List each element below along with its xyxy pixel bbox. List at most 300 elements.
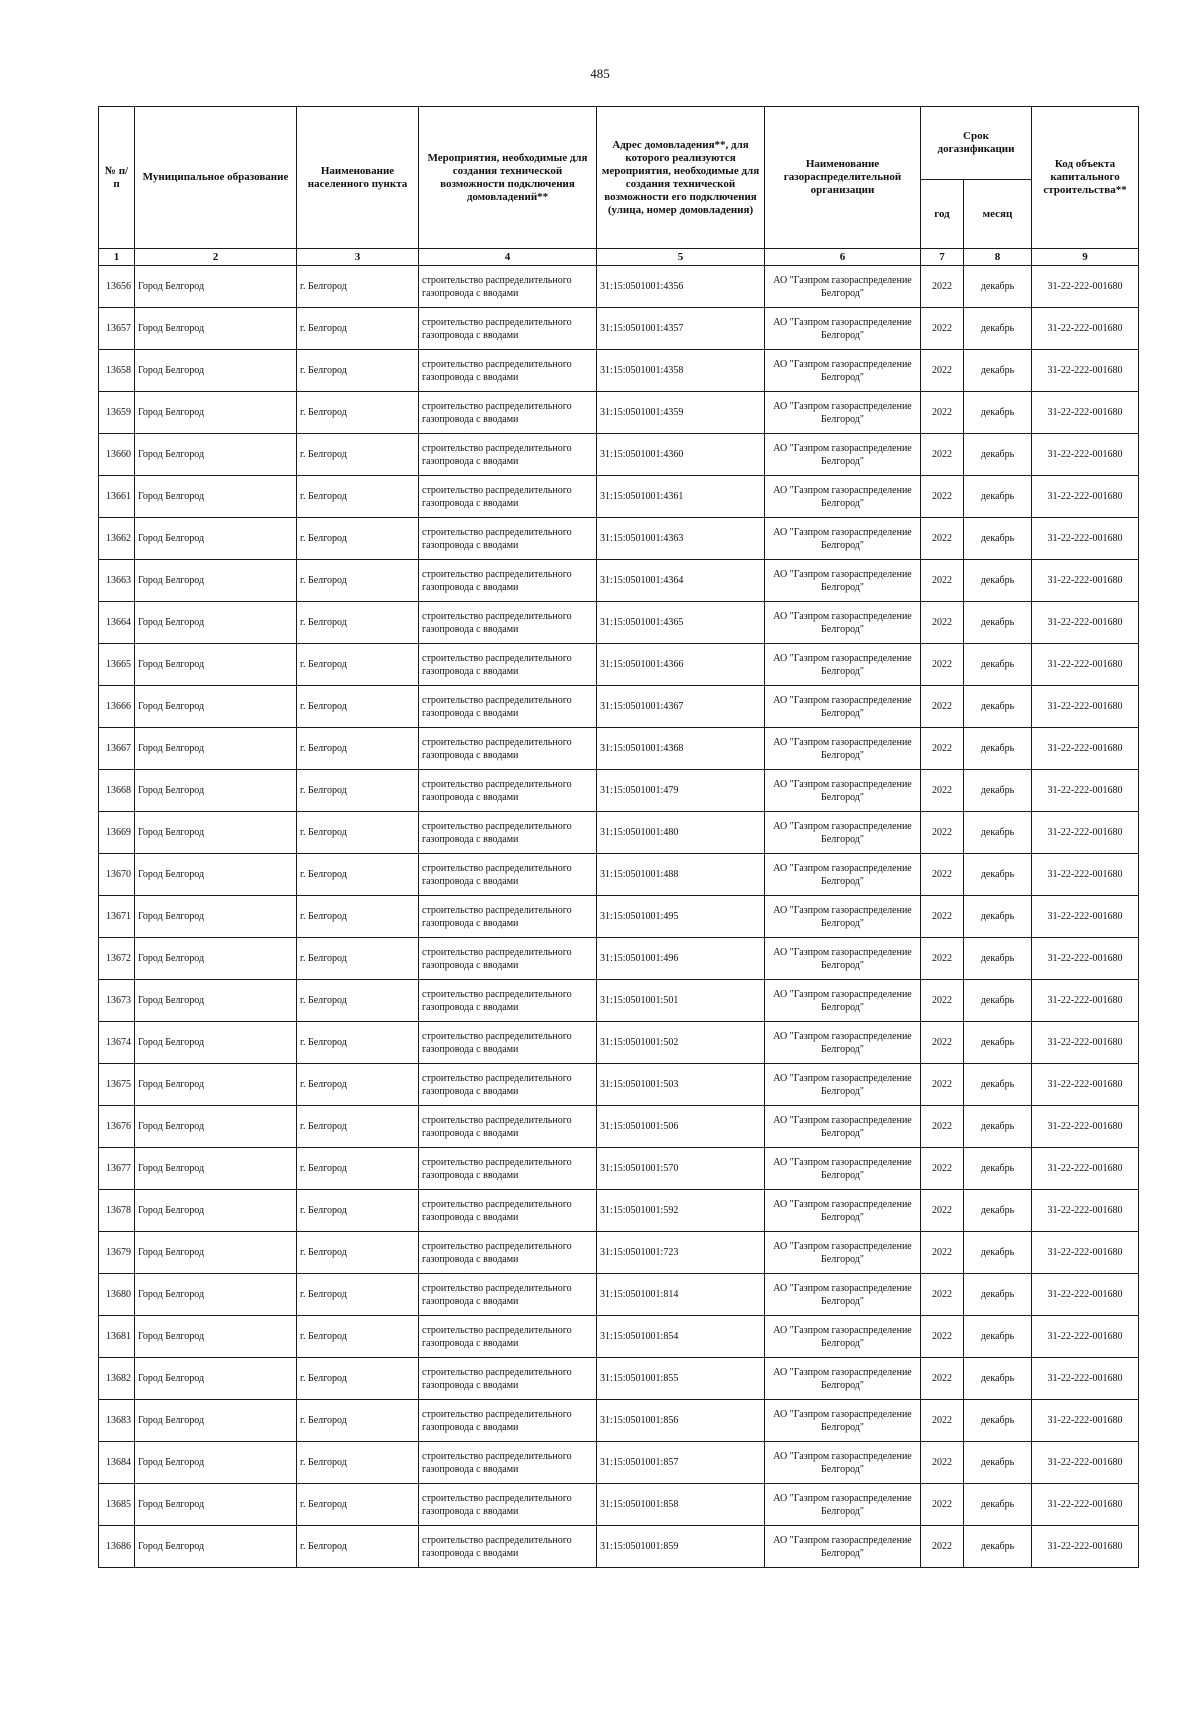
month-cell: декабрь (964, 350, 1032, 392)
year-cell: 2022 (921, 686, 964, 728)
object-code-cell: 31-22-222-001680 (1032, 770, 1139, 812)
object-code-cell: 31-22-222-001680 (1032, 1526, 1139, 1568)
municipality-cell: Город Белгород (135, 812, 297, 854)
column-number-row (99, 249, 1139, 266)
address-cell: 31:15:0501001:502 (597, 1022, 765, 1064)
measure-cell: строительство распределительного газопровода с вводами (419, 1148, 597, 1190)
year-cell: 2022 (921, 812, 964, 854)
table-row (99, 518, 1139, 560)
month-cell: декабрь (964, 476, 1032, 518)
column-number: 5 (597, 249, 765, 266)
year-cell: 2022 (921, 1106, 964, 1148)
measure-cell: строительство распределительного газопровода с вводами (419, 518, 597, 560)
locality-cell: г. Белгород (297, 602, 419, 644)
month-cell: декабрь (964, 1526, 1032, 1568)
year-cell: 2022 (921, 602, 964, 644)
month-cell: декабрь (964, 1358, 1032, 1400)
object-code-cell: 31-22-222-001680 (1032, 812, 1139, 854)
table-row (99, 938, 1139, 980)
year-cell: 2022 (921, 980, 964, 1022)
month-cell: декабрь (964, 644, 1032, 686)
locality-cell: г. Белгород (297, 308, 419, 350)
object-code-cell: 31-22-222-001680 (1032, 980, 1139, 1022)
address-cell: 31:15:0501001:503 (597, 1064, 765, 1106)
gas-org-cell: АО "Газпром газораспределение Белгород" (765, 308, 921, 350)
locality-cell: г. Белгород (297, 476, 419, 518)
object-code-cell: 31-22-222-001680 (1032, 1400, 1139, 1442)
row-number-cell: 13667 (99, 728, 135, 770)
address-cell: 31:15:0501001:4363 (597, 518, 765, 560)
month-cell: декабрь (964, 1484, 1032, 1526)
table-row (99, 1526, 1139, 1568)
measure-cell: строительство распределительного газопровода с вводами (419, 938, 597, 980)
object-code-cell: 31-22-222-001680 (1032, 1190, 1139, 1232)
locality-cell: г. Белгород (297, 1526, 419, 1568)
municipality-cell: Город Белгород (135, 1190, 297, 1232)
municipality-cell: Город Белгород (135, 854, 297, 896)
object-code-cell: 31-22-222-001680 (1032, 1022, 1139, 1064)
table-row (99, 812, 1139, 854)
month-cell: декабрь (964, 812, 1032, 854)
locality-cell: г. Белгород (297, 1316, 419, 1358)
header-month: месяц (964, 180, 1032, 249)
month-cell: декабрь (964, 938, 1032, 980)
table-row (99, 602, 1139, 644)
month-cell: декабрь (964, 770, 1032, 812)
gas-org-cell: АО "Газпром газораспределение Белгород" (765, 1274, 921, 1316)
municipality-cell: Город Белгород (135, 770, 297, 812)
row-number-cell: 13658 (99, 350, 135, 392)
year-cell: 2022 (921, 1358, 964, 1400)
year-cell: 2022 (921, 1190, 964, 1232)
municipality-cell: Город Белгород (135, 896, 297, 938)
header-measures: Мероприятия, необходимые для создания технической возможности подключения домовладений** (419, 107, 597, 249)
object-code-cell: 31-22-222-001680 (1032, 1358, 1139, 1400)
column-number: 3 (297, 249, 419, 266)
gas-org-cell: АО "Газпром газораспределение Белгород" (765, 560, 921, 602)
year-cell: 2022 (921, 392, 964, 434)
object-code-cell: 31-22-222-001680 (1032, 1232, 1139, 1274)
locality-cell: г. Белгород (297, 1400, 419, 1442)
month-cell: декабрь (964, 308, 1032, 350)
measure-cell: строительство распределительного газопровода с вводами (419, 308, 597, 350)
object-code-cell: 31-22-222-001680 (1032, 560, 1139, 602)
measure-cell: строительство распределительного газопровода с вводами (419, 560, 597, 602)
locality-cell: г. Белгород (297, 728, 419, 770)
locality-cell: г. Белгород (297, 1106, 419, 1148)
gas-org-cell: АО "Газпром газораспределение Белгород" (765, 434, 921, 476)
locality-cell: г. Белгород (297, 1064, 419, 1106)
measure-cell: строительство распределительного газопровода с вводами (419, 980, 597, 1022)
address-cell: 31:15:0501001:4367 (597, 686, 765, 728)
measure-cell: строительство распределительного газопровода с вводами (419, 1400, 597, 1442)
measure-cell: строительство распределительного газопровода с вводами (419, 266, 597, 308)
gas-org-cell: АО "Газпром газораспределение Белгород" (765, 1064, 921, 1106)
month-cell: декабрь (964, 518, 1032, 560)
gas-org-cell: АО "Газпром газораспределение Белгород" (765, 1106, 921, 1148)
row-number-cell: 13666 (99, 686, 135, 728)
gas-org-cell: АО "Газпром газораспределение Белгород" (765, 1358, 921, 1400)
year-cell: 2022 (921, 1064, 964, 1106)
column-number: 2 (135, 249, 297, 266)
gas-org-cell: АО "Газпром газораспределение Белгород" (765, 1022, 921, 1064)
object-code-cell: 31-22-222-001680 (1032, 518, 1139, 560)
row-number-cell: 13676 (99, 1106, 135, 1148)
object-code-cell: 31-22-222-001680 (1032, 1064, 1139, 1106)
municipality-cell: Город Белгород (135, 308, 297, 350)
measure-cell: строительство распределительного газопровода с вводами (419, 854, 597, 896)
object-code-cell: 31-22-222-001680 (1032, 266, 1139, 308)
measure-cell: строительство распределительного газопровода с вводами (419, 1484, 597, 1526)
address-cell: 31:15:0501001:854 (597, 1316, 765, 1358)
gas-org-cell: АО "Газпром газораспределение Белгород" (765, 938, 921, 980)
gas-org-cell: АО "Газпром газораспределение Белгород" (765, 980, 921, 1022)
table-row (99, 1316, 1139, 1358)
month-cell: декабрь (964, 1442, 1032, 1484)
measure-cell: строительство распределительного газопровода с вводами (419, 1526, 597, 1568)
header-gas-org: Наименование газораспределительной организации (765, 107, 921, 249)
object-code-cell: 31-22-222-001680 (1032, 308, 1139, 350)
year-cell: 2022 (921, 434, 964, 476)
object-code-cell: 31-22-222-001680 (1032, 686, 1139, 728)
month-cell: декабрь (964, 1400, 1032, 1442)
municipality-cell: Город Белгород (135, 1358, 297, 1400)
month-cell: декабрь (964, 686, 1032, 728)
address-cell: 31:15:0501001:4364 (597, 560, 765, 602)
object-code-cell: 31-22-222-001680 (1032, 392, 1139, 434)
row-number-cell: 13682 (99, 1358, 135, 1400)
page-number: 485 (590, 66, 610, 81)
measure-cell: строительство распределительного газопровода с вводами (419, 392, 597, 434)
municipality-cell: Город Белгород (135, 266, 297, 308)
measure-cell: строительство распределительного газопровода с вводами (419, 1358, 597, 1400)
column-number: 8 (964, 249, 1032, 266)
object-code-cell: 31-22-222-001680 (1032, 1484, 1139, 1526)
table-row (99, 1484, 1139, 1526)
gas-org-cell: АО "Газпром газораспределение Белгород" (765, 392, 921, 434)
locality-cell: г. Белгород (297, 812, 419, 854)
row-number-cell: 13668 (99, 770, 135, 812)
table-row (99, 392, 1139, 434)
object-code-cell: 31-22-222-001680 (1032, 644, 1139, 686)
locality-cell: г. Белгород (297, 392, 419, 434)
row-number-cell: 13684 (99, 1442, 135, 1484)
row-number-cell: 13678 (99, 1190, 135, 1232)
address-cell: 31:15:0501001:723 (597, 1232, 765, 1274)
gas-org-cell: АО "Газпром газораспределение Белгород" (765, 686, 921, 728)
row-number-cell: 13683 (99, 1400, 135, 1442)
address-cell: 31:15:0501001:4357 (597, 308, 765, 350)
year-cell: 2022 (921, 644, 964, 686)
table-row (99, 980, 1139, 1022)
locality-cell: г. Белгород (297, 1484, 419, 1526)
address-cell: 31:15:0501001:488 (597, 854, 765, 896)
object-code-cell: 31-22-222-001680 (1032, 1316, 1139, 1358)
row-number-cell: 13674 (99, 1022, 135, 1064)
municipality-cell: Город Белгород (135, 644, 297, 686)
month-cell: декабрь (964, 1316, 1032, 1358)
year-cell: 2022 (921, 938, 964, 980)
object-code-cell: 31-22-222-001680 (1032, 1274, 1139, 1316)
year-cell: 2022 (921, 1274, 964, 1316)
column-number: 7 (921, 249, 964, 266)
municipality-cell: Город Белгород (135, 350, 297, 392)
table-row (99, 644, 1139, 686)
year-cell: 2022 (921, 560, 964, 602)
municipality-cell: Город Белгород (135, 518, 297, 560)
year-cell: 2022 (921, 728, 964, 770)
month-cell: декабрь (964, 434, 1032, 476)
locality-cell: г. Белгород (297, 1358, 419, 1400)
year-cell: 2022 (921, 1442, 964, 1484)
address-cell: 31:15:0501001:496 (597, 938, 765, 980)
locality-cell: г. Белгород (297, 266, 419, 308)
row-number-cell: 13679 (99, 1232, 135, 1274)
address-cell: 31:15:0501001:592 (597, 1190, 765, 1232)
header-object-code: Код объекта капитального строительства** (1032, 107, 1139, 249)
month-cell: декабрь (964, 560, 1032, 602)
month-cell: декабрь (964, 1190, 1032, 1232)
object-code-cell: 31-22-222-001680 (1032, 1106, 1139, 1148)
address-cell: 31:15:0501001:4368 (597, 728, 765, 770)
locality-cell: г. Белгород (297, 1232, 419, 1274)
year-cell: 2022 (921, 896, 964, 938)
row-number-cell: 13671 (99, 896, 135, 938)
address-cell: 31:15:0501001:4365 (597, 602, 765, 644)
address-cell: 31:15:0501001:856 (597, 1400, 765, 1442)
gas-org-cell: АО "Газпром газораспределение Белгород" (765, 476, 921, 518)
gas-org-cell: АО "Газпром газораспределение Белгород" (765, 602, 921, 644)
table-row (99, 1106, 1139, 1148)
gas-org-cell: АО "Газпром газораспределение Белгород" (765, 1190, 921, 1232)
locality-cell: г. Белгород (297, 350, 419, 392)
address-cell: 31:15:0501001:4366 (597, 644, 765, 686)
gas-org-cell: АО "Газпром газораспределение Белгород" (765, 854, 921, 896)
address-cell: 31:15:0501001:4356 (597, 266, 765, 308)
address-cell: 31:15:0501001:501 (597, 980, 765, 1022)
table-row (99, 770, 1139, 812)
table-row (99, 854, 1139, 896)
table-row (99, 1274, 1139, 1316)
municipality-cell: Город Белгород (135, 1526, 297, 1568)
table-row (99, 308, 1139, 350)
row-number-cell: 13681 (99, 1316, 135, 1358)
row-number-cell: 13661 (99, 476, 135, 518)
gas-org-cell: АО "Газпром газораспределение Белгород" (765, 1148, 921, 1190)
measure-cell: строительство распределительного газопровода с вводами (419, 1316, 597, 1358)
object-code-cell: 31-22-222-001680 (1032, 602, 1139, 644)
month-cell: декабрь (964, 602, 1032, 644)
table-body (99, 266, 1139, 1568)
measure-cell: строительство распределительного газопровода с вводами (419, 350, 597, 392)
municipality-cell: Город Белгород (135, 434, 297, 476)
municipality-cell: Город Белгород (135, 1316, 297, 1358)
gas-org-cell: АО "Газпром газораспределение Белгород" (765, 1316, 921, 1358)
table-row (99, 1358, 1139, 1400)
row-number-cell: 13685 (99, 1484, 135, 1526)
row-number-cell: 13656 (99, 266, 135, 308)
object-code-cell: 31-22-222-001680 (1032, 1148, 1139, 1190)
year-cell: 2022 (921, 266, 964, 308)
object-code-cell: 31-22-222-001680 (1032, 728, 1139, 770)
table-row (99, 896, 1139, 938)
gas-org-cell: АО "Газпром газораспределение Белгород" (765, 728, 921, 770)
month-cell: декабрь (964, 1232, 1032, 1274)
year-cell: 2022 (921, 518, 964, 560)
object-code-cell: 31-22-222-001680 (1032, 476, 1139, 518)
measure-cell: строительство распределительного газопровода с вводами (419, 896, 597, 938)
row-number-cell: 13659 (99, 392, 135, 434)
gas-org-cell: АО "Газпром газораспределение Белгород" (765, 518, 921, 560)
locality-cell: г. Белгород (297, 1274, 419, 1316)
measure-cell: строительство распределительного газопровода с вводами (419, 812, 597, 854)
gas-org-cell: АО "Газпром газораспределение Белгород" (765, 266, 921, 308)
header-deadline: Срок догазификации (921, 107, 1032, 180)
month-cell: декабрь (964, 392, 1032, 434)
locality-cell: г. Белгород (297, 980, 419, 1022)
row-number-cell: 13672 (99, 938, 135, 980)
locality-cell: г. Белгород (297, 896, 419, 938)
locality-cell: г. Белгород (297, 644, 419, 686)
measure-cell: строительство распределительного газопровода с вводами (419, 1106, 597, 1148)
municipality-cell: Город Белгород (135, 1400, 297, 1442)
row-number-cell: 13663 (99, 560, 135, 602)
measure-cell: строительство распределительного газопровода с вводами (419, 1232, 597, 1274)
month-cell: декабрь (964, 266, 1032, 308)
gas-org-cell: АО "Газпром газораспределение Белгород" (765, 350, 921, 392)
municipality-cell: Город Белгород (135, 602, 297, 644)
address-cell: 31:15:0501001:495 (597, 896, 765, 938)
year-cell: 2022 (921, 1022, 964, 1064)
month-cell: декабрь (964, 1106, 1032, 1148)
gas-org-cell: АО "Газпром газораспределение Белгород" (765, 1484, 921, 1526)
measure-cell: строительство распределительного газопровода с вводами (419, 476, 597, 518)
address-cell: 31:15:0501001:4358 (597, 350, 765, 392)
measure-cell: строительство распределительного газопровода с вводами (419, 1190, 597, 1232)
address-cell: 31:15:0501001:855 (597, 1358, 765, 1400)
table-row (99, 686, 1139, 728)
gas-org-cell: АО "Газпром газораспределение Белгород" (765, 770, 921, 812)
year-cell: 2022 (921, 1316, 964, 1358)
gasification-table (98, 106, 1139, 1568)
gas-org-cell: АО "Газпром газораспределение Белгород" (765, 1232, 921, 1274)
locality-cell: г. Белгород (297, 434, 419, 476)
address-cell: 31:15:0501001:4360 (597, 434, 765, 476)
address-cell: 31:15:0501001:814 (597, 1274, 765, 1316)
measure-cell: строительство распределительного газопровода с вводами (419, 770, 597, 812)
object-code-cell: 31-22-222-001680 (1032, 350, 1139, 392)
table-row (99, 434, 1139, 476)
locality-cell: г. Белгород (297, 560, 419, 602)
table-row (99, 1148, 1139, 1190)
municipality-cell: Город Белгород (135, 728, 297, 770)
column-number: 4 (419, 249, 597, 266)
measure-cell: строительство распределительного газопровода с вводами (419, 1442, 597, 1484)
measure-cell: строительство распределительного газопровода с вводами (419, 728, 597, 770)
object-code-cell: 31-22-222-001680 (1032, 434, 1139, 476)
address-cell: 31:15:0501001:4361 (597, 476, 765, 518)
header-municipality: Муниципальное образование (135, 107, 297, 249)
municipality-cell: Город Белгород (135, 476, 297, 518)
row-number-cell: 13675 (99, 1064, 135, 1106)
table-row (99, 476, 1139, 518)
column-number: 1 (99, 249, 135, 266)
month-cell: декабрь (964, 896, 1032, 938)
measure-cell: строительство распределительного газопровода с вводами (419, 602, 597, 644)
address-cell: 31:15:0501001:570 (597, 1148, 765, 1190)
month-cell: декабрь (964, 1274, 1032, 1316)
table-row (99, 1064, 1139, 1106)
locality-cell: г. Белгород (297, 1022, 419, 1064)
municipality-cell: Город Белгород (135, 392, 297, 434)
locality-cell: г. Белгород (297, 938, 419, 980)
table-row (99, 560, 1139, 602)
row-number-cell: 13680 (99, 1274, 135, 1316)
header-num: № п/п (99, 107, 135, 249)
gas-org-cell: АО "Газпром газораспределение Белгород" (765, 1442, 921, 1484)
measure-cell: строительство распределительного газопровода с вводами (419, 644, 597, 686)
locality-cell: г. Белгород (297, 518, 419, 560)
row-number-cell: 13665 (99, 644, 135, 686)
locality-cell: г. Белгород (297, 686, 419, 728)
table-row (99, 1400, 1139, 1442)
column-number: 9 (1032, 249, 1139, 266)
row-number-cell: 13662 (99, 518, 135, 560)
municipality-cell: Город Белгород (135, 1022, 297, 1064)
locality-cell: г. Белгород (297, 1148, 419, 1190)
gas-org-cell: АО "Газпром газораспределение Белгород" (765, 896, 921, 938)
municipality-cell: Город Белгород (135, 1484, 297, 1526)
column-number: 6 (765, 249, 921, 266)
year-cell: 2022 (921, 308, 964, 350)
month-cell: декабрь (964, 1148, 1032, 1190)
header-year: год (921, 180, 964, 249)
table-row (99, 1190, 1139, 1232)
municipality-cell: Город Белгород (135, 1064, 297, 1106)
address-cell: 31:15:0501001:479 (597, 770, 765, 812)
table-row (99, 266, 1139, 308)
address-cell: 31:15:0501001:857 (597, 1442, 765, 1484)
row-number-cell: 13673 (99, 980, 135, 1022)
table-row (99, 1442, 1139, 1484)
object-code-cell: 31-22-222-001680 (1032, 1442, 1139, 1484)
municipality-cell: Город Белгород (135, 560, 297, 602)
year-cell: 2022 (921, 770, 964, 812)
municipality-cell: Город Белгород (135, 1232, 297, 1274)
year-cell: 2022 (921, 1148, 964, 1190)
locality-cell: г. Белгород (297, 1442, 419, 1484)
year-cell: 2022 (921, 1484, 964, 1526)
table-row (99, 728, 1139, 770)
address-cell: 31:15:0501001:859 (597, 1526, 765, 1568)
object-code-cell: 31-22-222-001680 (1032, 896, 1139, 938)
year-cell: 2022 (921, 1526, 964, 1568)
table-row (99, 1232, 1139, 1274)
table-row (99, 1022, 1139, 1064)
locality-cell: г. Белгород (297, 1190, 419, 1232)
header-address: Адрес домовладения**, для которого реализуются мероприятия, необходимые для создания технической возможности его подключения (улица, номер домовладения) (597, 107, 765, 249)
row-number-cell: 13677 (99, 1148, 135, 1190)
row-number-cell: 13669 (99, 812, 135, 854)
measure-cell: строительство распределительного газопровода с вводами (419, 1274, 597, 1316)
month-cell: декабрь (964, 980, 1032, 1022)
month-cell: декабрь (964, 1022, 1032, 1064)
measure-cell: строительство распределительного газопровода с вводами (419, 1064, 597, 1106)
municipality-cell: Город Белгород (135, 686, 297, 728)
gas-org-cell: АО "Газпром газораспределение Белгород" (765, 1526, 921, 1568)
month-cell: декабрь (964, 1064, 1032, 1106)
year-cell: 2022 (921, 1232, 964, 1274)
